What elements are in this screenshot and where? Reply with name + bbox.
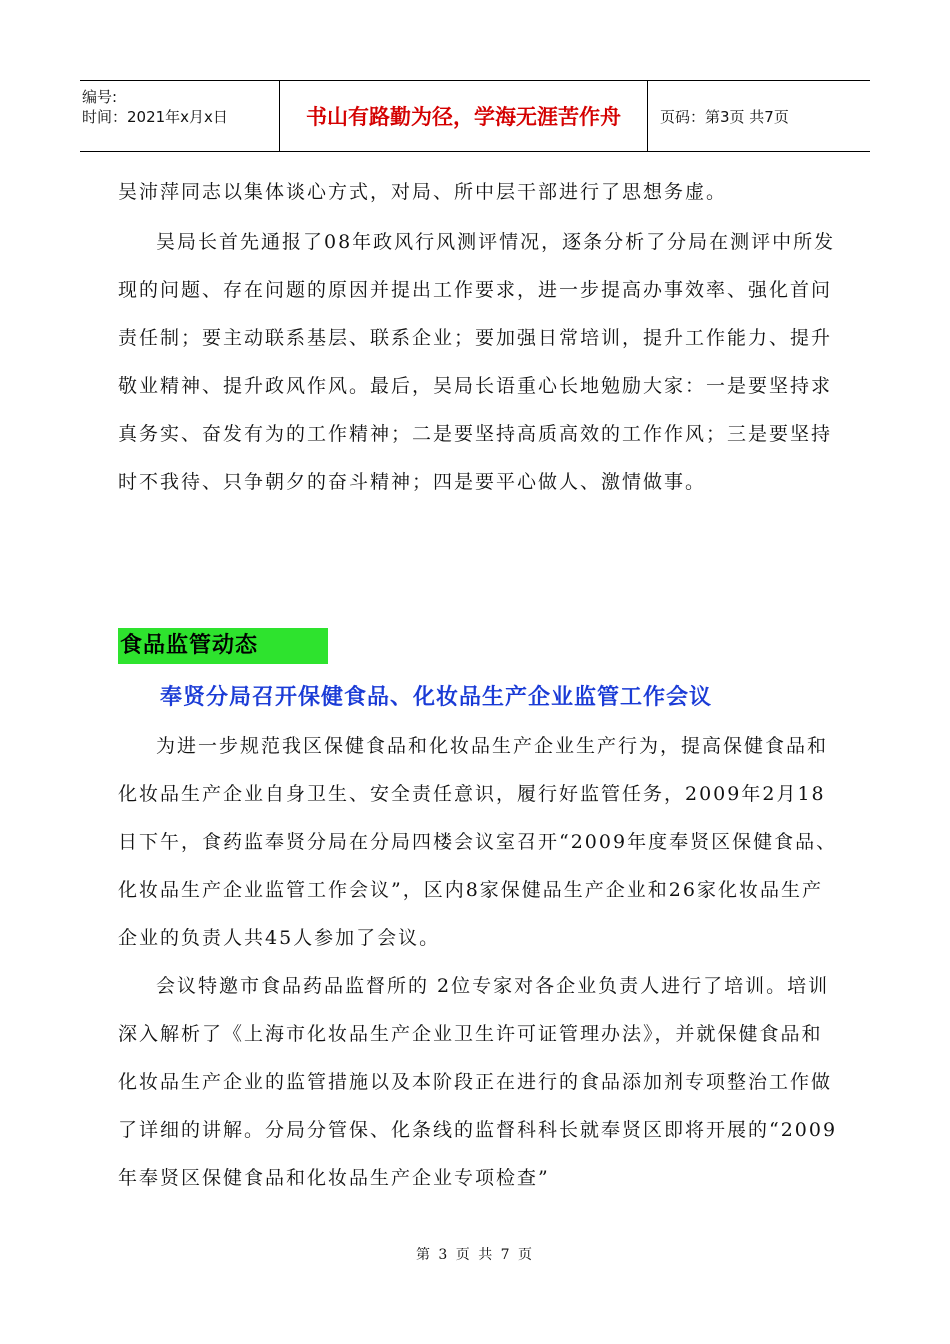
header-page-number: 页码：第3页 共7页 xyxy=(660,107,789,126)
body-text-top xyxy=(118,168,838,506)
paragraph: 为进一步规范我区保健食品和化妆品生产企业生产行为，提高保健食品和化妆品生产企业自身卫生、安全责任意识，履行好监管任务，2009年2月18日下午，食药监奉贤分局在分局四楼会议室召开“2009年度奉贤区保健食品、化妆品生产企业监管工作会议”，区内8家保健品生产企业和26家化妆品生产企业的负责人共45人参加了会议。 xyxy=(118,735,838,949)
article-title: 奉贤分局召开保健食品、化妆品生产企业监管工作会议 xyxy=(160,685,713,710)
document-number-label: 编号: xyxy=(82,88,118,106)
section-tag: 食品监管动态 xyxy=(118,628,328,664)
paragraph: 吴局长首先通报了08年政风行风测评情况，逐条分析了分局在测评中所发现的问题、存在问题的原因并提出工作要求，进一步提高办事效率、强化首问责任制；要主动联系基层、联系企业；要加强日常培训，提升工作能力、提升敬业精神、提升政风作风。最后，吴局长语重心长地勉励大家：一是要坚持求真务实、奋发有为的工作精神；二是要坚持高质高效的工作作风；三是要坚持时不我待、只争朝夕的奋斗精神；四是要平心做人、激情做事。 xyxy=(118,231,836,493)
header-motto: 书山有路勤为径，学海无涯苦作舟 xyxy=(280,81,648,151)
page-footer: 第 3 页 共 7 页 xyxy=(415,1247,535,1263)
body-text-article xyxy=(118,722,838,1202)
paragraph: 会议特邀市食品药品监督所的 2位专家对各企业负责人进行了培训。培训深入解析了《上海市化妆品生产企业卫生许可证管理办法》，并就保健食品和化妆品生产企业的监管措施以及本阶段正在进行的食品添加剂专项整治工作做了详细的讲解。分局分管保、化条线的监督科科长就奉贤区即将开展的“2009年奉贤区保健食品和化妆品生产企业专项检查” xyxy=(118,975,838,1189)
document-time-label: 时间：2021年x月x日 xyxy=(82,108,228,126)
header-meta xyxy=(80,81,280,151)
page-header xyxy=(80,80,870,152)
paragraph: 吴沛萍同志以集体谈心方式，对局、所中层干部进行了思想务虚。 xyxy=(118,181,728,203)
